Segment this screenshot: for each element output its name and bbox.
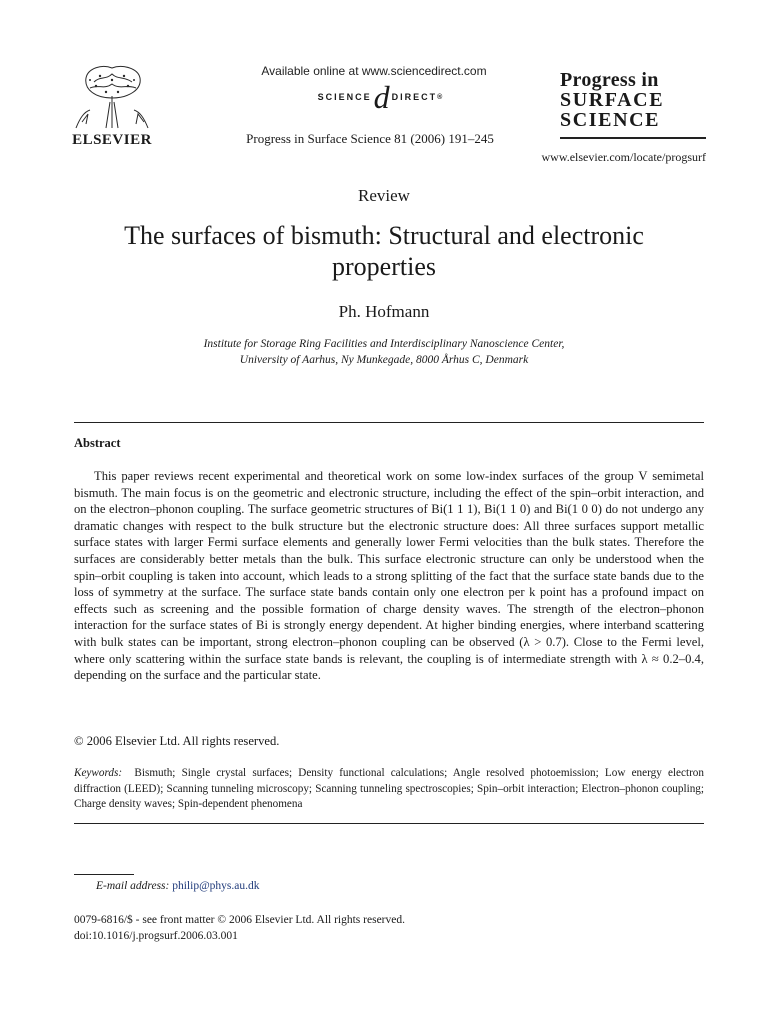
divider-bottom	[74, 823, 704, 824]
article-type: Review	[358, 186, 410, 205]
article-title: The surfaces of bismuth: Structural and electronic properties	[124, 221, 644, 281]
affiliation-line-2: University of Aarhus, Ny Munkegade, 8000 Århus C, Denmark	[239, 354, 529, 366]
sciencedirect-left-word: SCIENCE	[317, 92, 372, 102]
publisher-name: ELSEVIER	[72, 132, 152, 148]
issn-line: 0079-6816/$ - see front matter © 2006 Elsevier Ltd. All rights reserved.	[74, 914, 405, 926]
journal-reference: Progress in Surface Science 81 (2006) 191–245	[246, 131, 494, 146]
email-label: E-mail address:	[96, 880, 170, 892]
abstract-heading: Abstract	[74, 436, 121, 450]
abstract-paragraph: This paper reviews recent experimental and theoretical work on some low-index surfaces of the group V semimetal bismuth. The main focus is on the geometric and electronic structure, including the effect of the spin–orbit interaction, and on the electron–phonon coupling. The surface geometric structures of Bi(1 1 1), Bi(1 1 0) and Bi(1 0 0) do not undergo any dramatic changes with respect to the bulk structure but the electronic structure does: All three surfaces support metallic surface states with larger Fermi surface elements and generally lower Fermi velocities than the bulk states. Therefore the surfaces are considerably better metals than the bulk. This surface electronic structure can only be understood when the spin–orbit coupling is taken into account, which leads to a strong splitting of the fact that the surface state bands due to the loss of symmetry at the surface. The surface state bands contain only one electron per k point has a profound impact on effects such as screening and the possible formation of charge density waves. The strength of the electron–phonon interaction for the surface states of Bi is strongly energy dependent. At higher binding energies, where interband scattering with bulk states can be important, strong electron–phonon coupling can be observed (λ > 0.7). Close to the Fermi level, where only scattering within the surface state bands is relevant, the coupling is of intermediate strength with λ ≈ 0.2–0.4, depending on the surface and the particular state.	[74, 469, 704, 683]
abstract-body	[74, 468, 704, 684]
journal-url[interactable]: www.elsevier.com/locate/progsurf	[541, 150, 706, 164]
registered-mark: ®	[437, 93, 443, 101]
abstract-copyright: © 2006 Elsevier Ltd. All rights reserved.	[74, 734, 280, 748]
author-affiliation	[120, 336, 648, 368]
sciencedirect-at-mark: d	[373, 79, 390, 115]
divider-top	[74, 422, 704, 423]
keywords-label: Keywords:	[74, 767, 123, 779]
footnote-rule	[74, 874, 134, 875]
email-link[interactable]: philip@phys.au.dk	[172, 880, 260, 892]
available-online-text[interactable]: Available online at www.sciencedirect.com	[261, 64, 487, 78]
article-author: Ph. Hofmann	[338, 302, 430, 321]
journal-logo-rule	[560, 137, 706, 139]
affiliation-line-1: Institute for Storage Ring Facilities and Interdisciplinary Nanoscience Center,	[203, 338, 565, 350]
journal-logo-line1: Progress in	[560, 69, 659, 91]
keywords	[74, 766, 704, 813]
footnote-email	[96, 880, 260, 892]
sciencedirect-right-word: DIRECT	[391, 92, 438, 102]
journal-logo-line3: SCIENCE	[560, 109, 661, 131]
journal-logo-line2: SURFACE	[560, 89, 665, 111]
sciencedirect-logo	[280, 79, 480, 115]
keywords-text: Bismuth; Single crystal surfaces; Density functional calculations; Angle resolved photoemission; Low energy electron diffraction (LEED); Scanning tunneling microscopy; Scanning tunneling spectroscopies; Spin–orbit interaction; Electron–phonon coupling; Charge density waves; Spin-dependent phenomena	[74, 767, 704, 810]
doi-line[interactable]: doi:10.1016/j.progsurf.2006.03.001	[74, 930, 238, 942]
journal-logo	[560, 70, 706, 130]
